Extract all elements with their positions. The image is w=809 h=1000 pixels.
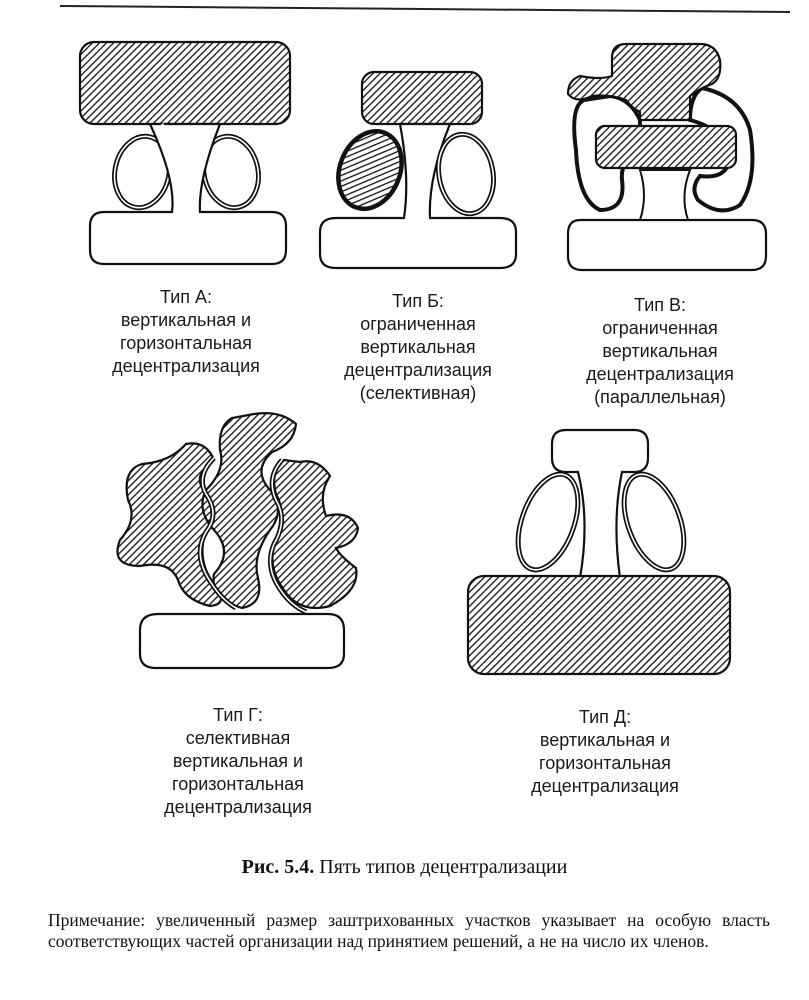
label-type-e [485, 706, 725, 798]
type-e-line-2: горизонтальная [539, 753, 671, 773]
type-b-line-1: ограниченная [360, 314, 476, 334]
label-type-b [298, 290, 538, 405]
label-type-d [118, 704, 358, 819]
type-c-line-1: ограниченная [602, 318, 718, 338]
type-e-title: Тип Д: [578, 707, 632, 727]
type-d-line-3: горизонтальная [172, 774, 304, 794]
type-e-line-3: децентрализация [531, 776, 679, 796]
type-c-title: Тип В: [633, 295, 686, 315]
type-a-line-2: горизонтальная [120, 333, 252, 353]
operating-core [140, 614, 344, 668]
figure-note: Примечание: увеличенный размер заштрихованных участков указывает на особую власть соответствующих частей организации над принятием решений, а не на число их членов. [48, 910, 770, 951]
figure-title: Пять типов децентрализации [319, 856, 568, 878]
diagram-type-c [568, 44, 766, 270]
diagram-type-e [468, 430, 730, 674]
operating-core [568, 220, 766, 270]
label-type-c [540, 294, 780, 409]
type-d-line-2: вертикальная и [172, 751, 304, 771]
strategic-apex [80, 42, 290, 124]
strategic-apex [362, 72, 482, 124]
type-b-line-3: децентрализация [344, 360, 492, 380]
diagram-type-d [118, 413, 359, 668]
type-d-line-4: децентрализация [164, 797, 312, 817]
type-c-line-4: (параллельная) [594, 387, 726, 407]
parallel-hatched-unit [596, 126, 736, 168]
type-c-line-3: децентрализация [586, 364, 734, 384]
diagram-type-a [80, 42, 290, 264]
type-e-line-1: вертикальная и [539, 730, 671, 750]
operating-core-hatched [468, 576, 730, 674]
label-type-a [66, 286, 306, 378]
type-d-line-1: селективная [185, 728, 291, 748]
top-border-line [60, 6, 790, 12]
right-wavy-unit [272, 460, 358, 608]
type-a-line-1: вертикальная и [120, 310, 252, 330]
diagram-type-b [320, 72, 516, 268]
middle-channel [640, 170, 690, 220]
type-d-title: Тип Г: [213, 705, 263, 725]
support-staff-ellipse [612, 466, 695, 578]
type-b-line-2: вертикальная [360, 337, 476, 357]
type-c-line-2: вертикальная [602, 341, 718, 361]
technostructure-ellipse [506, 466, 589, 578]
type-b-line-4: (селективная) [359, 383, 477, 403]
figure-caption [0, 856, 809, 879]
technostructure-ellipse-hatched [327, 122, 413, 219]
type-b-title: Тип Б: [392, 291, 444, 311]
figure-number: Рис. 5.4. [241, 856, 315, 878]
type-a-line-3: децентрализация [112, 356, 260, 376]
type-a-title: Тип А: [159, 287, 212, 307]
